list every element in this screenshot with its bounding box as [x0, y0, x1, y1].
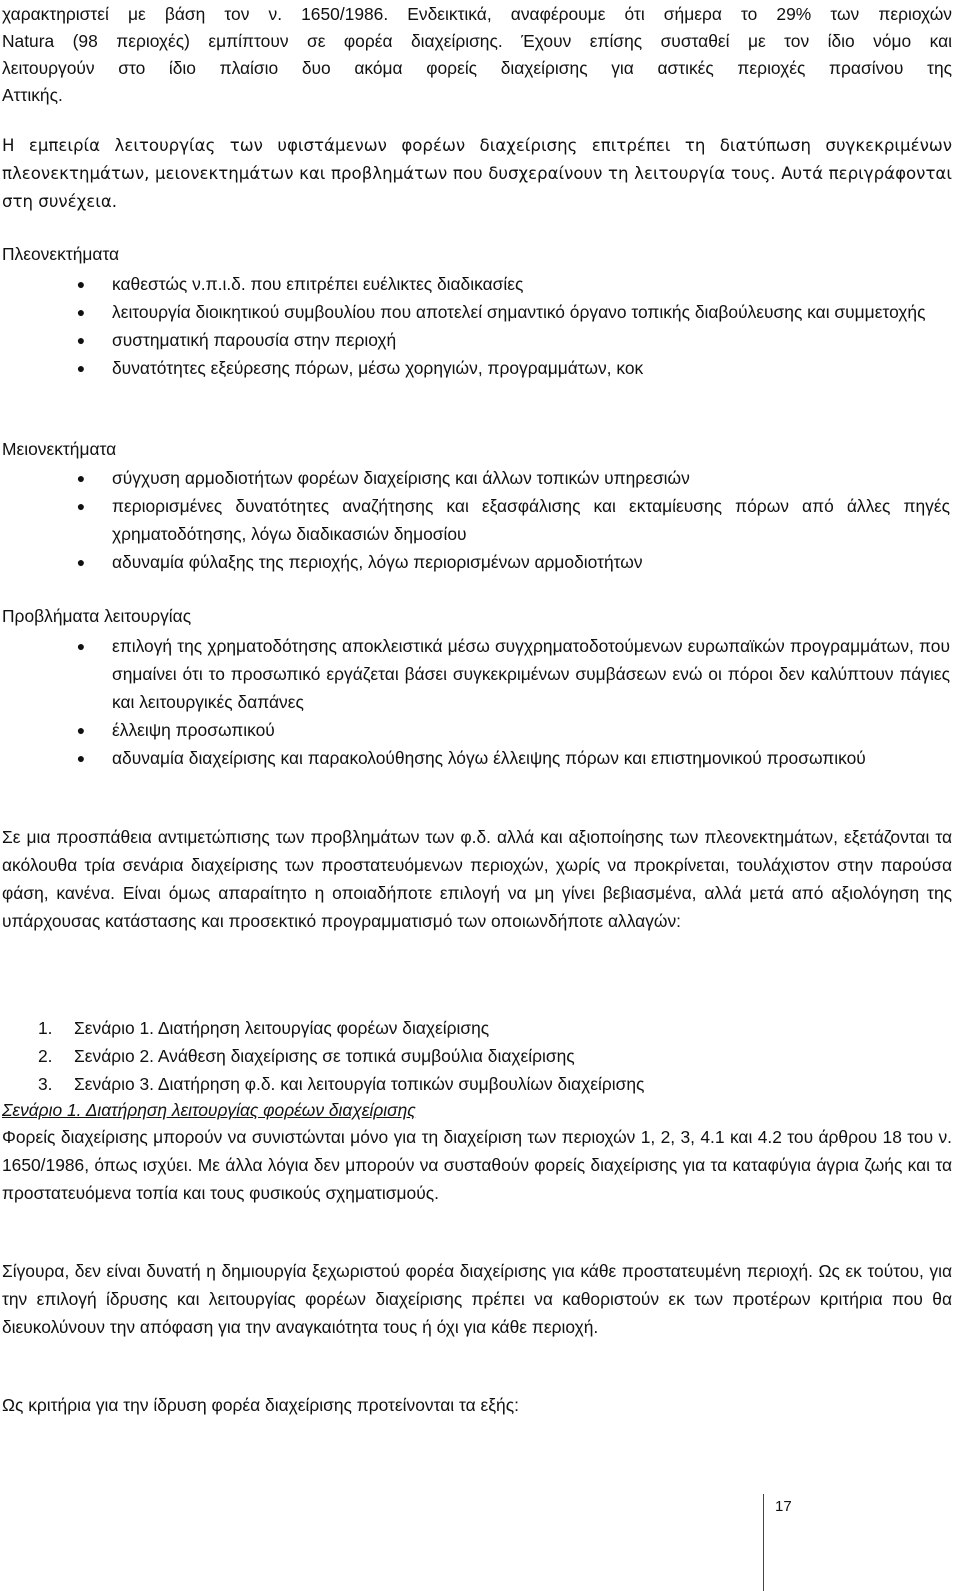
list-item: ● σύγχυση αρμοδιοτήτων φορέων διαχείρισης και άλλων τοπικών υπηρεσιών: [0, 464, 950, 492]
scenarios-list: [0, 1014, 960, 1098]
list-item: ● αδυναμία φύλαξης της περιοχής, λόγω περιορισμένων αρμοδιοτήτων: [0, 548, 950, 576]
scenario1-paragraph-3: Ως κριτήρια για την ίδρυση φορέα διαχείρισης προτείνονται τα εξής:: [2, 1395, 519, 1415]
list-item: 1. Σενάριο 1. Διατήρηση λειτουργίας φορέων διαχείρισης: [38, 1018, 490, 1038]
page-number: 17: [775, 1498, 792, 1515]
bullet-icon: ●: [76, 304, 86, 320]
bullet-icon: ●: [76, 554, 86, 570]
list-item: ● περιορισμένες δυνατότητες αναζήτησης και εξασφάλισης και εκταμίευσης πόρων από άλλες πηγές χρηματοδότησης, λόγω διαδικασιών δημοσίου: [0, 492, 950, 548]
advantages-list: [0, 270, 960, 382]
list-item: 3. Σενάριο 3. Διατήρηση φ.δ. και λειτουργία τοπικών συμβουλίων διαχείρισης: [38, 1074, 645, 1094]
intro-line-3: λειτουργούν στο ίδιο πλαίσιο δυο ακόμα φορείς διαχείρισης για αστικές περιοχές πρασίνου της: [2, 58, 952, 78]
bullet-icon: ●: [76, 360, 86, 376]
experience-paragraph: Η εμπειρία λειτουργίας των υφιστάμενων φορέων διαχείρισης επιτρέπει τη διατύπωση συγκεκριμένων πλεονεκτημάτων, μειονεκτημάτων και προβλημάτων που δυσχεραίνουν τη λειτουργία τους. Αυτά περιγράφονται στη συνέχεια.: [2, 136, 952, 211]
scenario1-paragraph-1: Φορείς διαχείρισης μπορούν να συνιστώνται μόνο για τη διαχείριση των περιοχών 1, 2, 3, 4.1 και 4.2 του άρθρου 18 του ν. 1650/1986, όπως ισχύει. Με άλλα λόγια δεν μπορούν να συσταθούν φορείς διαχείρισης για τα καταφύγια άγρια ζωής και τα προστατευόμενα τοπία και τους φυσικούς σχηματισμούς.: [2, 1127, 952, 1203]
bullet-icon: ●: [76, 332, 86, 348]
scenario1-paragraph-2: Σίγουρα, δεν είναι δυνατή η δημιουργία ξεχωριστού φορέα διαχείρισης για κάθε προστατευμένη περιοχή. Ως εκ τούτου, για την επιλογή ίδρυσης και λειτουργίας φορέων διαχείρισης πρέπει να καθοριστούν εκ των προτέρων κριτήρια που θα διευκολύνουν την απόφαση για την αναγκαιότητα τους ή όχι για κάθε περιοχή.: [2, 1261, 952, 1337]
problems-heading: Προβλήματα λειτουργίας: [2, 606, 192, 626]
bullet-icon: ●: [76, 638, 86, 654]
list-item: 2. Σενάριο 2. Ανάθεση διαχείρισης σε τοπικά συμβούλια διαχείρισης: [38, 1046, 575, 1066]
intro-line-2: Natura (98 περιοχές) εμπίπτουν σε φορέα διαχείρισης. Έχουν επίσης συσταθεί με τον ίδιο νόμο και: [2, 31, 952, 51]
scenarios-paragraph: Σε μια προσπάθεια αντιμετώπισης των προβλημάτων των φ.δ. αλλά και αξιοποίησης των πλεονεκτημάτων, εξετάζονται τα ακόλουθα τρία σενάρια διαχείρισης των προστατευόμενων περιοχών, χωρίς να προκρίνεται, τουλάχιστον στην παρούσα φάση, κανένα. Είναι όμως απαραίτητο η οποιαδήποτε επιλογή να μη γίνει βεβιασμένα, αλλά μετά από αξιολόγηση της υπάρχουσας κατάστασης και προσεκτικό προγραμματισμό των οποιωνδήποτε αλλαγών:: [2, 827, 952, 931]
page-number-divider: [763, 1494, 764, 1591]
disadvantages-heading: Μειονεκτήματα: [2, 439, 117, 459]
problems-list: [0, 632, 960, 772]
list-item: ● συστηματική παρουσία στην περιοχή: [0, 326, 950, 354]
bullet-icon: ●: [76, 750, 86, 766]
bullet-icon: ●: [76, 470, 86, 486]
bullet-icon: ●: [76, 722, 86, 738]
scenario1-heading: Σενάριο 1. Διατήρηση λειτουργίας φορέων διαχείρισης: [2, 1100, 416, 1120]
bullet-icon: ●: [76, 498, 86, 514]
disadvantages-list: [0, 464, 960, 576]
list-item: ● καθεστώς ν.π.ι.δ. που επιτρέπει ευέλικτες διαδικασίες: [0, 270, 950, 298]
list-item: ● αδυναμία διαχείρισης και παρακολούθησης λόγω έλλειψης πόρων και επιστημονικού προσωπικού: [0, 744, 950, 772]
list-item: ● έλλειψη προσωπικού: [0, 716, 950, 744]
advantages-heading: Πλεονεκτήματα: [2, 244, 120, 264]
list-item: ● δυνατότητες εξεύρεσης πόρων, μέσω χορηγιών, προγραμμάτων, κοκ: [0, 354, 950, 382]
list-item: ● λειτουργία διοικητικού συμβουλίου που αποτελεί σημαντικό όργανο τοπικής διαβούλευσης και συμμετοχής: [0, 298, 950, 326]
intro-line-1: χαρακτηριστεί με βάση τον ν. 1650/1986. Ενδεικτικά, αναφέρουμε ότι σήμερα το 29% των περιοχών: [2, 4, 952, 24]
bullet-icon: ●: [76, 276, 86, 292]
intro-line-4: Αττικής.: [2, 85, 63, 105]
list-item: ● επιλογή της χρηματοδότησης αποκλειστικά μέσω συγχρηματοδοτούμενων ευρωπαϊκών προγραμμάτων, που σημαίνει ότι το προσωπικό εργάζεται βάσει συγκεκριμένων συμβάσεων ενώ οι πόροι δεν καλύπτουν πάγιες και λειτουργικές δαπάνες: [0, 632, 950, 716]
